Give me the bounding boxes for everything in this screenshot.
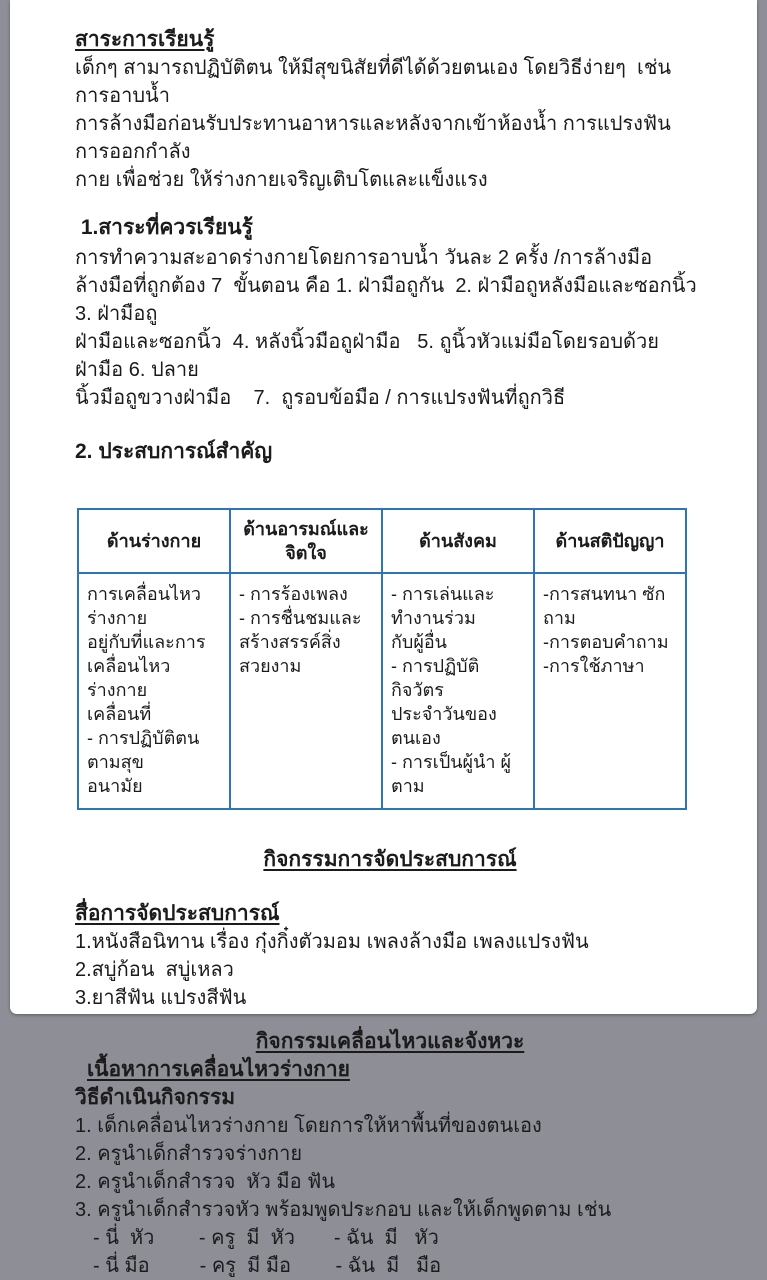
activities-heading-wrap	[75, 846, 705, 874]
section-1-content-to-learn	[75, 214, 705, 412]
media-section	[75, 900, 705, 1012]
section-1-title: 1.สาระที่ควรเรียนรู้	[75, 216, 253, 239]
section-learning-substance	[75, 26, 705, 194]
movement-subtitle: เนื้อหาการเคลื่อนไหวร่างกาย	[87, 1058, 350, 1081]
text-line: - นี่ มือ - ครู มี มือ - ฉัน มี มือ	[93, 1255, 442, 1277]
text-line: 1. เด็กเคลื่อนไหวร่างกาย โดยการให้หาพื้นที่ของตนเอง	[75, 1115, 542, 1137]
intro-paragraph	[75, 54, 705, 194]
text-line: ประจำวันของตนเอง	[391, 704, 497, 748]
section-title-learning-substance: สาระการเรียนรู้	[75, 28, 215, 51]
key-experiences-table	[77, 508, 687, 810]
table-header-cognitive: ด้านสติปัญญา	[534, 509, 686, 573]
text-line: -การสนทนา ซักถาม	[543, 584, 666, 628]
table-header-emotional: ด้านอารมณ์และจิตใจ	[230, 509, 382, 573]
text-line: - นี่ หัว - ครู มี หัว - ฉัน มี หัว	[93, 1227, 439, 1249]
text-line: 3.ยาสีฟัน แปรงสีฟัน	[75, 987, 247, 1009]
document-page	[10, 0, 757, 1277]
text-line: การล้างมือก่อนรับประทานอาหารและหลังจากเข้าห้องน้ำ การแปรงฟัน การออกกำลัง	[75, 113, 677, 163]
text-line: สร้างสรรค์สิ่งสวยงาม	[239, 632, 341, 676]
phrase-rows	[75, 1224, 705, 1280]
table-header-row	[78, 509, 686, 573]
table-cell-physical	[78, 573, 230, 809]
text-line: นิ้วมือถูขวางฝ่ามือ 7. ถูรอบข้อมือ / การแปรงฟันที่ถูกวิธี	[75, 387, 566, 409]
text-line: 2. ครูนำเด็กสำรวจร่างกาย	[75, 1143, 303, 1165]
media-list	[75, 928, 705, 1012]
method-title: วิธีดำเนินกิจกรรม	[75, 1086, 236, 1109]
text-line: กาย เพื่อช่วย ให้ร่างกายเจริญเติบโตและแข็งแรง	[75, 169, 488, 191]
document-content	[10, 0, 757, 1280]
text-line: - การชื่นชมและ	[239, 608, 362, 628]
text-line: 3. ครูนำเด็กสำรวจหัว พร้อมพูดประกอบ และให้เด็กพูดตาม เช่น	[75, 1199, 612, 1221]
media-title: สื่อการจัดประสบการณ์	[75, 902, 280, 925]
text-line: การทำความสะอาดร่างกายโดยการอาบน้ำ วันละ 2 ครั้ง /การล้างมือ	[75, 247, 653, 269]
text-line: อยู่กับที่และการ	[87, 632, 206, 652]
text-line: - การเป็นผู้นำ ผู้ตาม	[391, 752, 512, 796]
text-line: -การตอบคำถาม	[543, 632, 669, 652]
text-line: 2.สบู่ก้อน สบู่เหลว	[75, 959, 234, 981]
text-line: -การใช้ภาษา	[543, 656, 645, 676]
text-line: เคลื่อนไหวร่างกาย	[87, 656, 171, 700]
table-body-row	[78, 573, 686, 809]
text-line: 2. ครูนำเด็กสำรวจ หัว มือ ฟัน	[75, 1171, 335, 1193]
table-header-physical: ด้านร่างกาย	[78, 509, 230, 573]
text-line: เคลื่อนที่	[87, 704, 152, 724]
text-line: ล้างมือที่ถูกต้อง 7 ขั้นตอน คือ 1. ฝ่ามือถูกัน 2. ฝ่ามือถูหลังมือและซอกนิ้ว 3. ฝ่ามือถู	[75, 275, 703, 325]
table-cell-social	[382, 573, 534, 809]
text-line: - การร้องเพลง	[239, 584, 348, 604]
text-line: การเคลื่อนไหวร่างกาย	[87, 584, 202, 628]
table-cell-cognitive	[534, 573, 686, 809]
text-line: เด็กๆ สามารถปฏิบัติตน ให้มีสุขนิสัยที่ดีได้ด้วยตนเอง โดยวิธีง่ายๆ เช่น การอาบน้ำ	[75, 57, 677, 107]
text-line: - การปฏิบัติกิจวัตร	[391, 656, 480, 700]
text-line: กับผู้อื่น	[391, 632, 447, 652]
table-header-social: ด้านสังคม	[382, 509, 534, 573]
method-steps	[75, 1112, 705, 1224]
activities-title: กิจกรรมการจัดประสบการณ์	[263, 848, 517, 871]
table-cell-emotional	[230, 573, 382, 809]
text-line: อนามัย	[87, 776, 143, 796]
text-line: ฝ่ามือและซอกนิ้ว 4. หลังนิ้วมือถูฝ่ามือ 5. ถูนิ้วหัวแม่มือโดยรอบด้วยฝ่ามือ 6. ปลาย	[75, 331, 659, 381]
movement-subtitle-wrap	[75, 1056, 705, 1084]
text-line: - การปฏิบัติตนตามสุข	[87, 728, 200, 772]
text-line: 1.หนังสือนิทาน เรื่อง กุ๋งกิ๋งตัวมอม เพลงล้างมือ เพลงแปรงฟัน	[75, 931, 589, 953]
section-1-paragraph	[75, 244, 705, 412]
section-2-title: 2. ประสบการณ์สำคัญ	[75, 440, 273, 463]
movement-title: กิจกรรมเคลื่อนไหวและจังหวะ	[255, 1030, 525, 1053]
movement-heading-wrap	[75, 1028, 705, 1056]
text-line: - การเล่นและทำงานร่วม	[391, 584, 495, 628]
